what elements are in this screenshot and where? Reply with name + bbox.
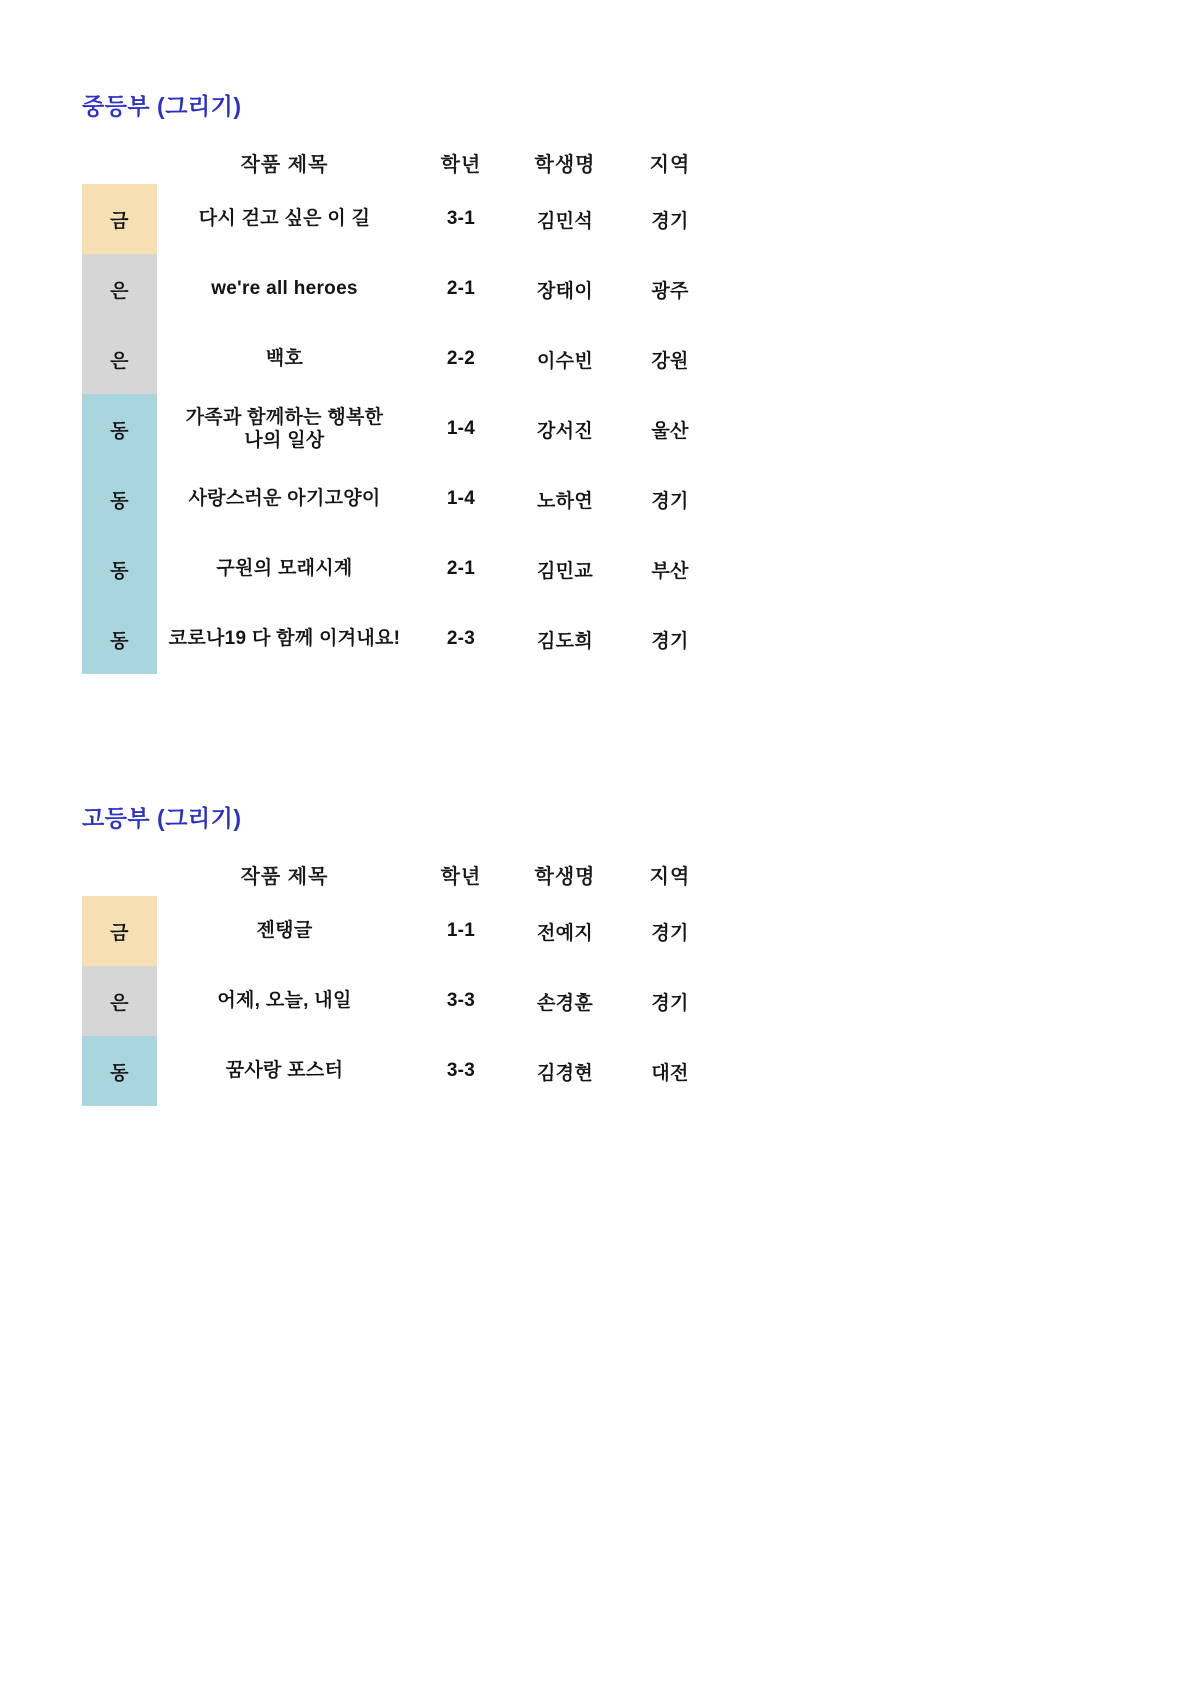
- artwork-title: 코로나19 다 함께 이겨내요!: [168, 627, 401, 649]
- student-region: 부산: [651, 560, 689, 582]
- column-header-student: 학생명: [534, 153, 596, 176]
- student-grade: 1-4: [446, 418, 476, 439]
- column-header-title: 작품 제목: [240, 153, 329, 176]
- medal-badge: 동: [82, 1036, 157, 1106]
- student-region: 광주: [651, 280, 689, 302]
- student-name: 김민석: [537, 210, 593, 232]
- student-region: 경기: [651, 992, 689, 1014]
- medal-badge: 은: [82, 966, 157, 1036]
- student-grade: 1-4: [446, 488, 476, 509]
- student-grade: 3-3: [446, 1060, 476, 1081]
- student-grade: 2-1: [446, 558, 476, 579]
- artwork-title: 젠탱글: [256, 919, 313, 941]
- table-row: [82, 254, 720, 324]
- artwork-title: 꿈사랑 포스터: [225, 1059, 344, 1081]
- artwork-title: [157, 394, 412, 464]
- student-grade: 2-2: [446, 348, 476, 369]
- student-name: 이수빈: [537, 350, 593, 372]
- column-header-medal: [82, 852, 157, 896]
- student-name: 김도희: [537, 630, 593, 652]
- student-name: 손경훈: [537, 992, 593, 1014]
- table-header: [82, 140, 720, 184]
- medal-badge: 동: [82, 604, 157, 674]
- student-grade: 2-3: [446, 628, 476, 649]
- student-grade: 2-1: [446, 278, 476, 299]
- artwork-title: 다시 걷고 싶은 이 길: [198, 207, 371, 229]
- student-name: 김경현: [537, 1062, 593, 1084]
- student-name: 장태이: [537, 280, 593, 302]
- table-row: [82, 324, 720, 394]
- table-row: [82, 394, 720, 464]
- column-header-region: 지역: [649, 153, 691, 176]
- medal-badge: 동: [82, 534, 157, 604]
- award-table-middle-school: [82, 140, 720, 674]
- student-name: 김민교: [537, 560, 593, 582]
- student-region: 울산: [651, 420, 689, 442]
- table-header-row: [82, 852, 720, 896]
- student-region: 경기: [651, 210, 689, 232]
- student-name: 노하연: [537, 490, 593, 512]
- artwork-title-line1: 가족과 함께하는 행복한: [185, 406, 384, 428]
- table-row: [82, 464, 720, 534]
- artwork-title: we're all heroes: [211, 277, 358, 299]
- student-region: 강원: [651, 350, 689, 372]
- artwork-title: 백호: [265, 347, 304, 369]
- section-title: 고등부 (그리기): [82, 805, 242, 831]
- artwork-title-line2: 나의 일상: [244, 430, 325, 451]
- table-header: [82, 852, 720, 896]
- student-region: 경기: [651, 630, 689, 652]
- award-table-wrapper: [82, 140, 720, 674]
- medal-badge: 동: [82, 394, 157, 464]
- table-row: [82, 1036, 720, 1106]
- table-row: [82, 534, 720, 604]
- section-title: 중등부 (그리기): [82, 93, 242, 119]
- table-row: [82, 966, 720, 1036]
- table-row: [82, 604, 720, 674]
- student-region: 경기: [651, 922, 689, 944]
- student-grade: 3-3: [446, 990, 476, 1011]
- table-row: [82, 184, 720, 254]
- column-header-title: 작품 제목: [240, 865, 329, 888]
- table-header-row: [82, 140, 720, 184]
- column-header-grade: 학년: [440, 865, 482, 888]
- medal-badge: 은: [82, 254, 157, 324]
- column-header-grade: 학년: [440, 153, 482, 176]
- student-grade: 3-1: [446, 208, 476, 229]
- column-header-medal: [82, 140, 157, 184]
- artwork-title: 구원의 모래시계: [216, 557, 353, 579]
- artwork-title: 사랑스러운 아기고양이: [188, 487, 381, 509]
- award-table-wrapper: [82, 852, 720, 1106]
- table-row: [82, 896, 720, 966]
- artwork-title: 어제, 오늘, 내일: [217, 989, 352, 1011]
- column-header-student: 학생명: [534, 865, 596, 888]
- medal-badge: 은: [82, 324, 157, 394]
- student-grade: 1-1: [446, 920, 476, 941]
- medal-badge: 금: [82, 896, 157, 966]
- award-table-high-school: [82, 852, 720, 1106]
- student-region: 경기: [651, 490, 689, 512]
- student-region: 대전: [651, 1062, 689, 1084]
- student-name: 강서진: [537, 420, 593, 442]
- table-body: [82, 896, 720, 1106]
- table-body: [82, 184, 720, 674]
- medal-badge: 동: [82, 464, 157, 534]
- student-name: 전예지: [537, 922, 593, 944]
- column-header-region: 지역: [649, 865, 691, 888]
- medal-badge: 금: [82, 184, 157, 254]
